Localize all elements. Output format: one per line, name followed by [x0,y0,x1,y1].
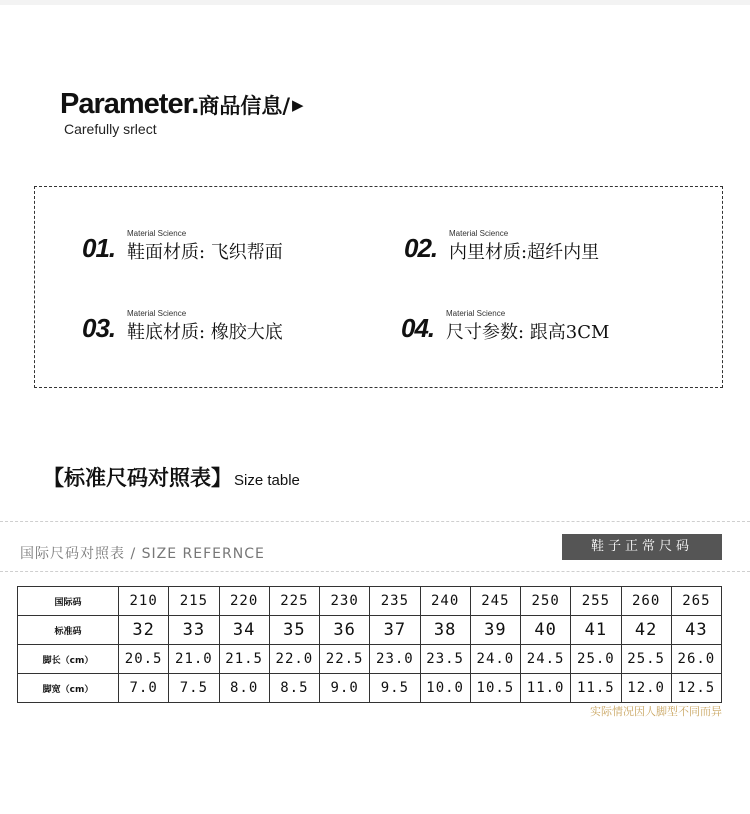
parameter-title-cn: 商品信息/ [198,94,290,118]
intl-size-title: 国际尺码对照表 / SIZE REFERNCE [20,546,265,562]
table-cell: 8.0 [219,674,269,703]
table-row-intl [18,587,722,616]
table-cell: 36 [320,616,370,645]
row-header: 脚宽（cm） [18,674,119,703]
table-cell: 9.0 [320,674,370,703]
section-divider [0,571,750,572]
param-item-label-small: Material Science [449,229,509,238]
table-cell: 12.5 [671,674,721,703]
table-cell: 9.5 [370,674,420,703]
table-cell: 21.5 [219,645,269,674]
parameter-box [34,186,723,388]
table-row-standard [18,616,722,645]
row-header: 脚长（cm） [18,645,119,674]
table-cell: 220 [219,587,269,616]
table-cell: 7.0 [119,674,169,703]
table-cell: 255 [571,587,621,616]
table-cell: 23.5 [420,645,470,674]
table-cell: 8.5 [269,674,319,703]
table-cell: 10.0 [420,674,470,703]
table-cell: 25.0 [571,645,621,674]
size-table [17,586,722,703]
table-cell: 265 [671,587,721,616]
table-cell: 22.5 [320,645,370,674]
table-cell: 34 [219,616,269,645]
table-cell: 215 [169,587,219,616]
param-item-number: 04. [401,313,435,343]
table-cell: 20.5 [119,645,169,674]
table-cell: 260 [621,587,671,616]
section-divider [0,521,750,522]
param-item-number: 01. [82,233,116,263]
parameter-title-en: Parameter. [60,88,199,120]
param-item-label-small: Material Science [127,309,187,318]
table-cell: 225 [269,587,319,616]
param-item-text: 鞋底材质: 橡胶大底 [127,322,283,343]
parameter-subtitle: Carefully srlect [64,121,157,137]
table-cell: 24.0 [470,645,520,674]
table-cell: 32 [119,616,169,645]
table-cell: 11.0 [521,674,571,703]
table-cell: 33 [169,616,219,645]
table-cell: 230 [320,587,370,616]
param-item-text: 内里材质:超纤内里 [449,242,600,263]
size-table-heading [43,462,300,492]
table-cell: 24.5 [521,645,571,674]
table-cell: 26.0 [671,645,721,674]
param-item-number: 03. [82,313,116,343]
param-item-label-small: Material Science [446,309,506,318]
table-row-foot-length [18,645,722,674]
param-item-label-small: Material Science [127,229,187,238]
top-divider [0,0,750,5]
table-cell: 37 [370,616,420,645]
table-cell: 23.0 [370,645,420,674]
size-footnote: 实际情况因人脚型不同而异 [590,705,722,718]
param-item-text: 鞋面材质: 飞织帮面 [127,242,283,263]
table-cell: 21.0 [169,645,219,674]
table-cell: 40 [521,616,571,645]
param-item-text: 尺寸参数: 跟高3CM [446,322,610,343]
table-cell: 41 [571,616,621,645]
table-cell: 210 [119,587,169,616]
table-cell: 22.0 [269,645,319,674]
row-header: 标准码 [18,616,119,645]
size-heading-en: Size table [234,472,300,489]
table-cell: 11.5 [571,674,621,703]
parameter-title [60,88,304,121]
table-cell: 38 [420,616,470,645]
table-cell: 35 [269,616,319,645]
param-item-number: 02. [404,233,438,263]
table-cell: 12.0 [621,674,671,703]
table-cell: 235 [370,587,420,616]
table-row-foot-width [18,674,722,703]
table-cell: 43 [671,616,721,645]
table-cell: 240 [420,587,470,616]
table-cell: 42 [621,616,671,645]
table-cell: 10.5 [470,674,520,703]
play-arrow-icon: ▶ [292,96,304,114]
table-cell: 7.5 [169,674,219,703]
table-cell: 25.5 [621,645,671,674]
table-cell: 245 [470,587,520,616]
table-cell: 250 [521,587,571,616]
normal-size-badge: 鞋子正常尺码 [562,534,722,560]
table-cell: 39 [470,616,520,645]
size-heading-cn: 【标准尺码对照表】 [43,466,232,490]
row-header: 国际码 [18,587,119,616]
